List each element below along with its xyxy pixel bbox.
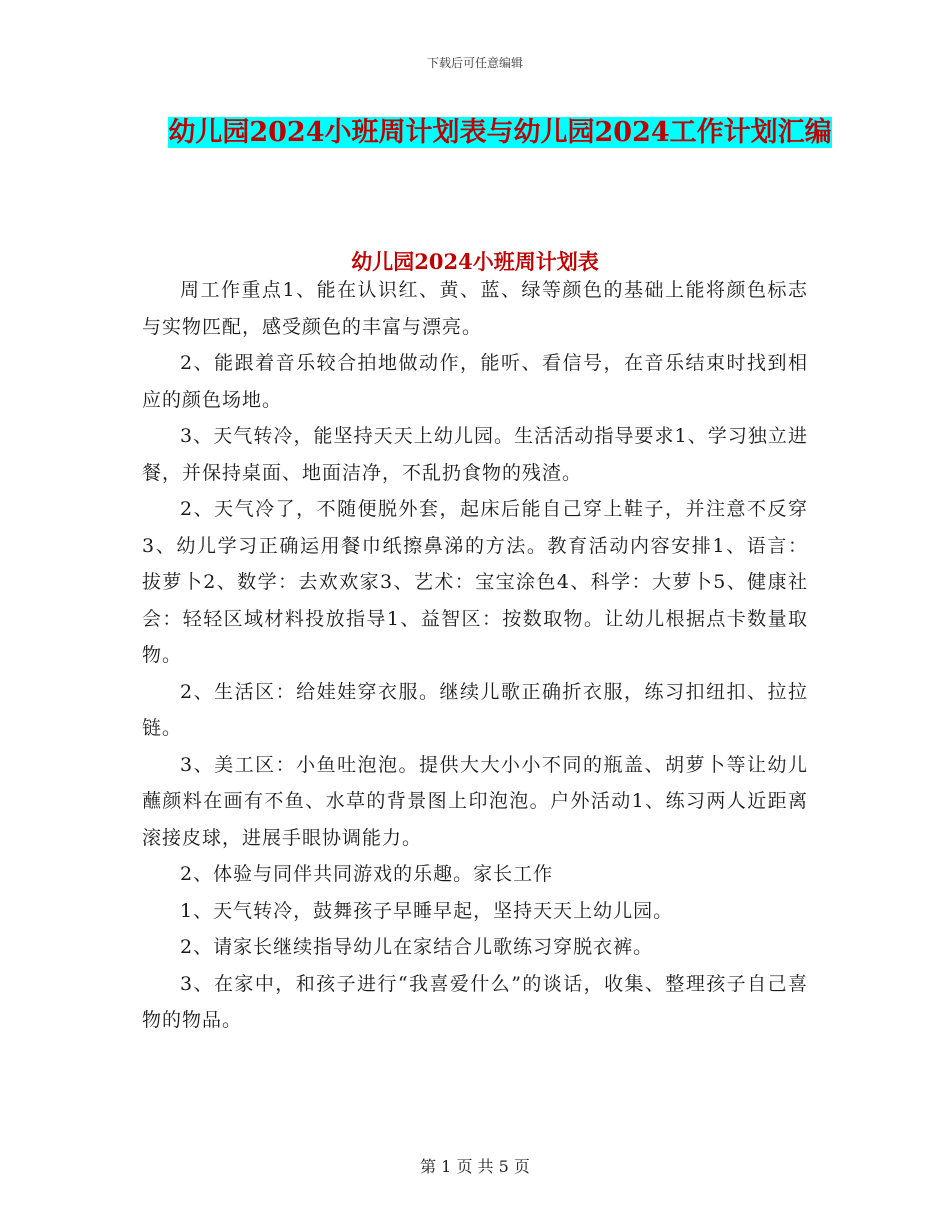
body-text: [142, 272, 808, 1039]
paragraph: 2、能跟着音乐较合拍地做动作，能听、看信号，在音乐结束时找到相应的颜色场地。: [142, 352, 808, 411]
paragraph: 2、体验与同伴共同游戏的乐趣。家长工作: [180, 863, 554, 885]
paragraph: 2、请家长继续指导幼儿在家结合儿歌练习穿脱衣裤。: [180, 936, 654, 958]
paragraph: 1、天气转冷，鼓舞孩子早睡早起，坚持天天上幼儿园。: [180, 899, 674, 922]
paragraph: 2、天气冷了，不随便脱外套，起床后能自己穿上鞋子，并注意不反穿3、幼儿学习正确运用餐巾纸擦鼻涕的方法。教育活动内容安排1、语言：拔萝卜2、数学：去欢欢家3、艺术：宝宝涂色4、科学：大萝卜5、健康社会：轻轻区域材料投放指导1、益智区：按数取物。让幼儿根据点卡数量取物。: [142, 498, 808, 666]
paragraph: 3、天气转冷，能坚持天天上幼儿园。生活活动指导要求1、学习独立进餐，并保持桌面、地面洁净，不乱扔食物的残渣。: [142, 425, 808, 484]
paragraph: 3、美工区：小鱼吐泡泡。提供大大小小不同的瓶盖、胡萝卜等让幼儿蘸颜料在画有不鱼、水草的背景图上印泡泡。户外活动1、练习两人近距离滚接皮球，进展手眼协调能力。: [142, 753, 808, 849]
title-text: 幼儿园2024小班周计划表与幼儿园2024工作计划汇编: [168, 117, 832, 148]
paragraph: 3、在家中，和孩子进行“我喜爱什么”的谈话，收集、整理孩子自己喜物的物品。: [142, 972, 808, 1031]
paragraph: 周工作重点1、能在认识红、黄、蓝、绿等颜色的基础上能将颜色标志与实物匹配，感受颜色的丰富与漂亮。: [142, 279, 808, 338]
header-note: 下载后可任意编辑: [426, 56, 523, 70]
document-title: [150, 108, 850, 158]
page-footer: 第 1 页 共 5 页: [420, 1157, 530, 1176]
section-subtitle: 幼儿园2024小班周计划表: [351, 249, 599, 274]
paragraph: 2、生活区：给娃娃穿衣服。继续儿歌正确折衣服，练习扣纽扣、拉拉链。: [142, 680, 808, 739]
